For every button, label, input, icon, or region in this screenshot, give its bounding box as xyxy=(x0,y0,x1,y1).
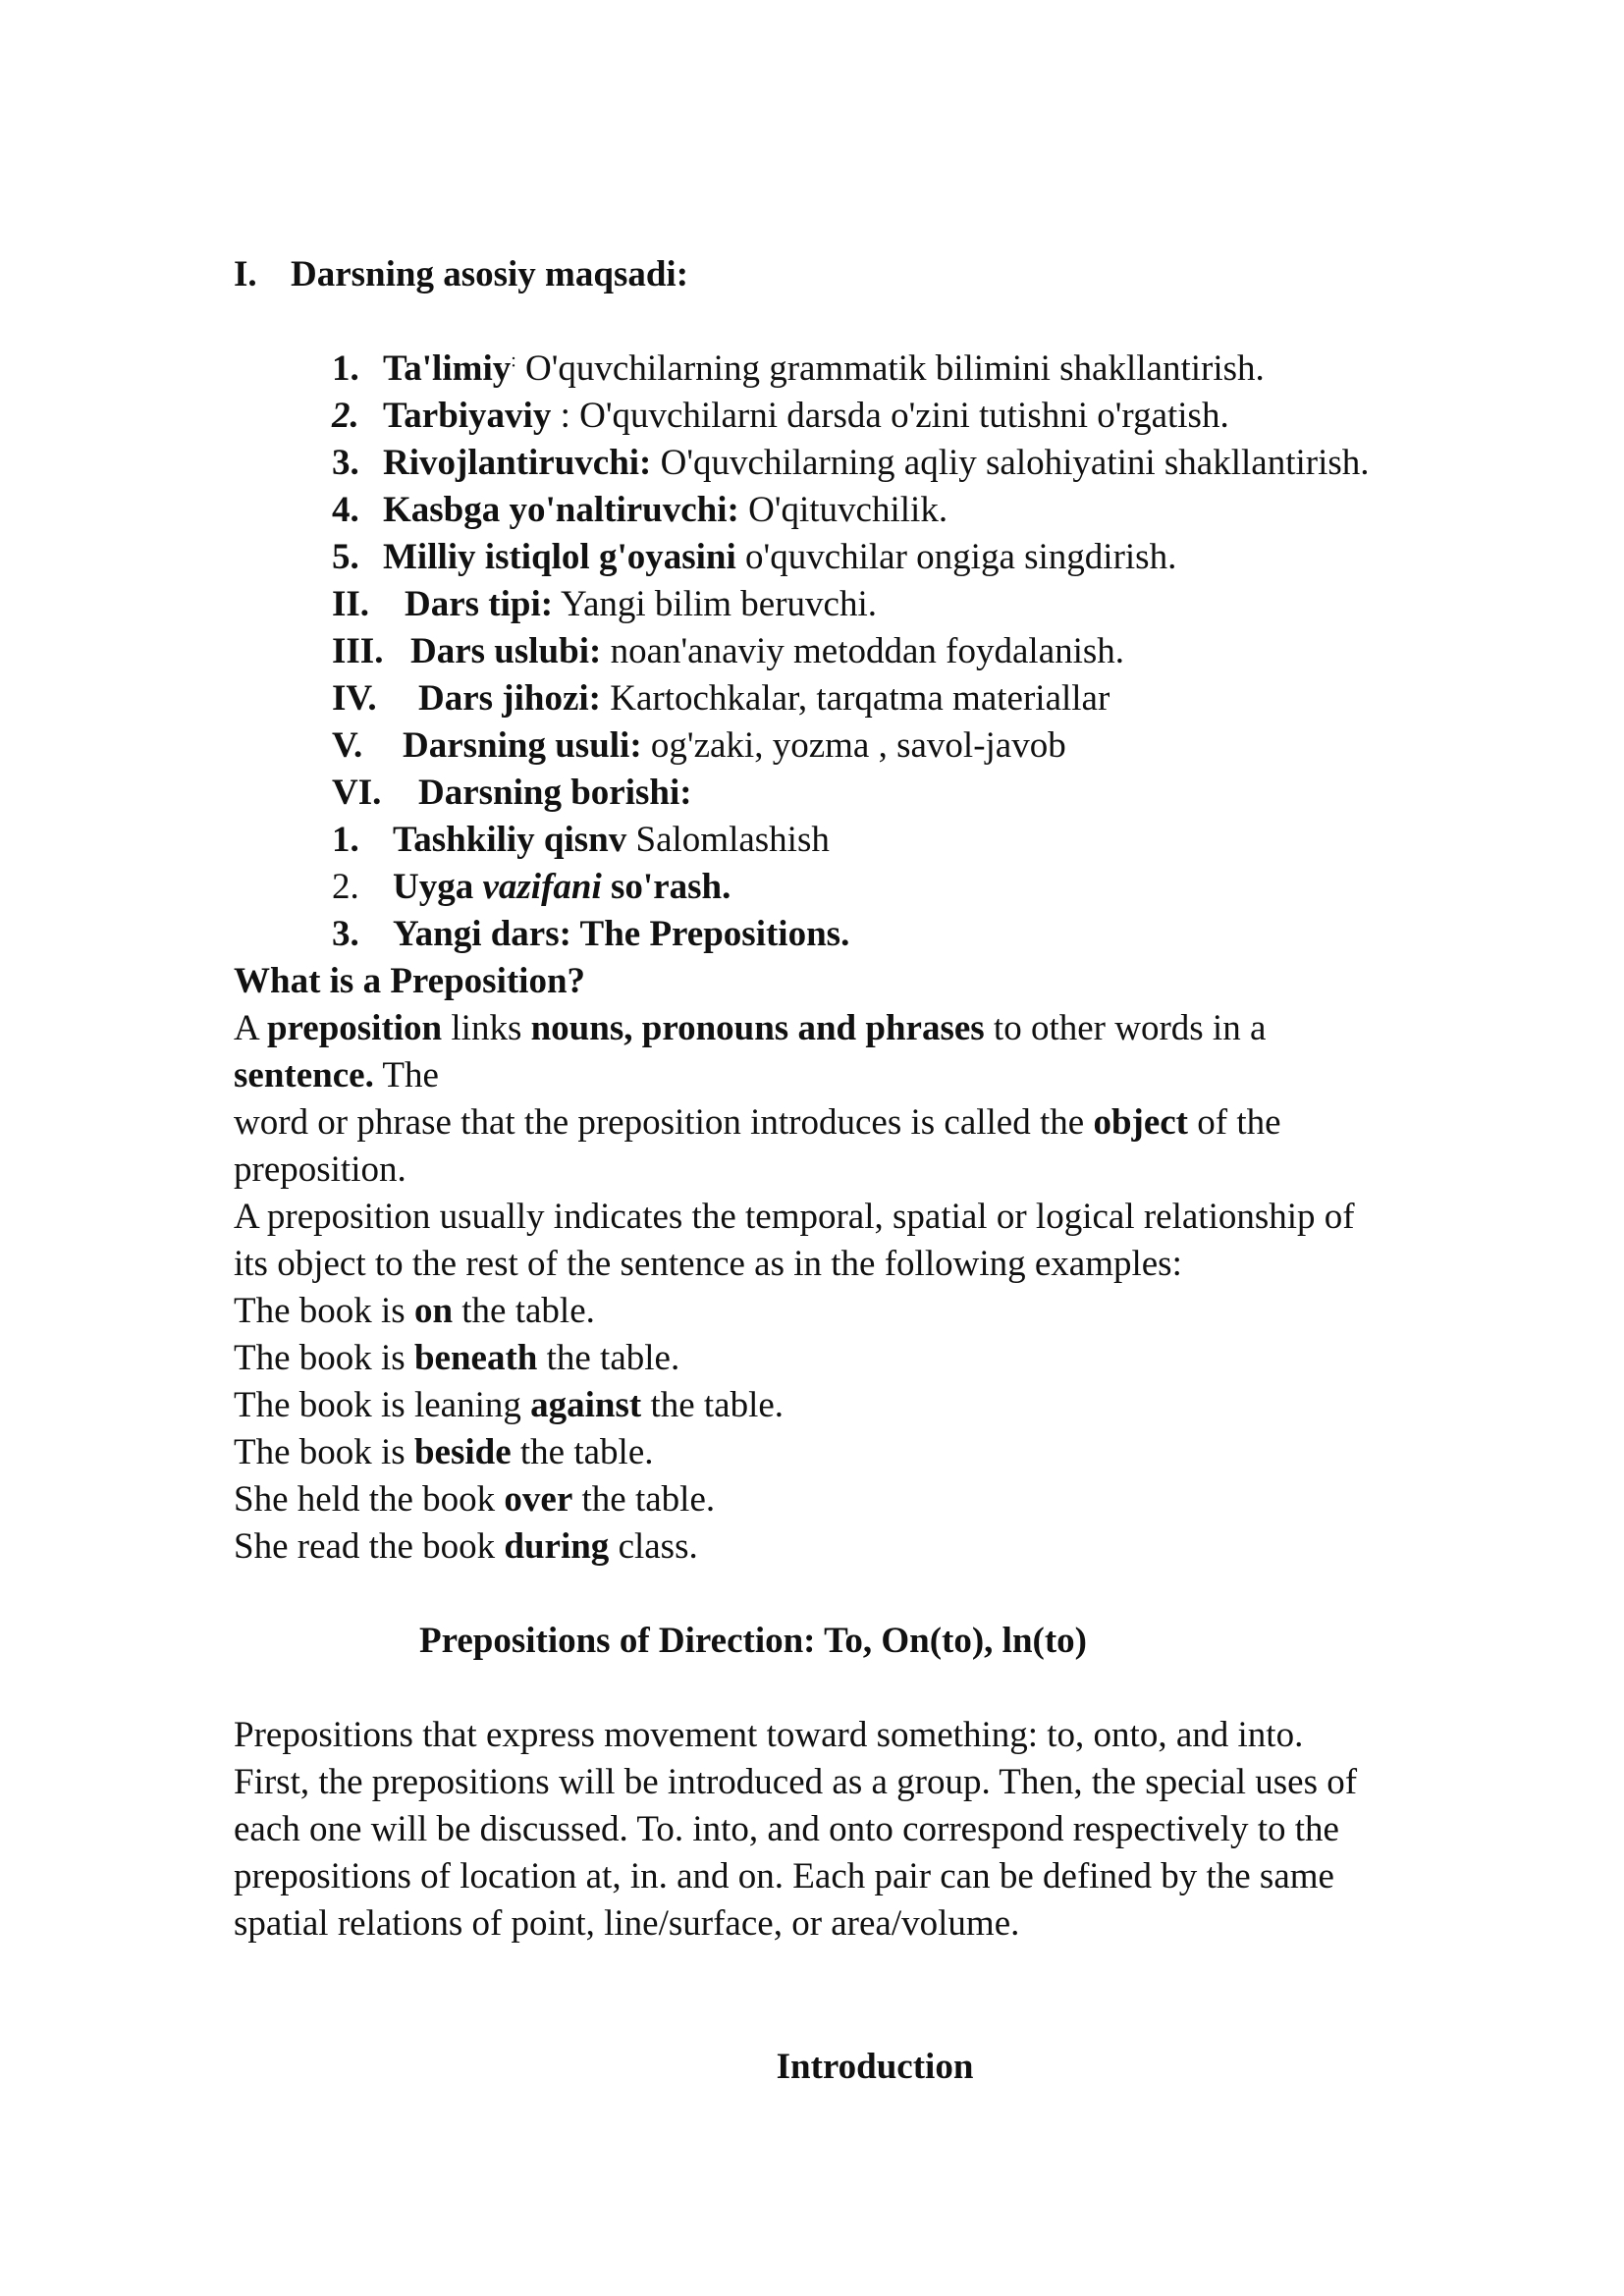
goal-item: 5. Milliy istiqlol g'oyasini o'quvchilar ongiga singdirish. xyxy=(332,537,1177,577)
direction-line: Prepositions that express movement toward something: to, onto, and into. xyxy=(234,1715,1304,1755)
step-label: Tashkiliy qisnv xyxy=(393,820,627,860)
direction-line: each one will be discussed. To. into, and onto correspond respectively to the xyxy=(234,1809,1339,1849)
section-item: VI. Darsning borishi: xyxy=(332,773,692,813)
section-text: Kartochkalar, tarqatma materiallar xyxy=(601,678,1110,719)
step-item: 2. Uyga vazifani so'rash. xyxy=(332,867,731,907)
goal-item: 4. Kasbga yo'naltiruvchi: O'qituvchilik. xyxy=(332,490,948,530)
section-item: V. Darsning usuli: og'zaki, yozma , savol-javob xyxy=(332,725,1066,766)
section-item: III. Dars uslubi: noan'anaviy metoddan foydalanish. xyxy=(332,631,1125,671)
definition-line: its object to the rest of the sentence as in the following examples: xyxy=(234,1244,1182,1284)
section-text: Yangi bilim beruvchi. xyxy=(553,584,877,624)
section-label: Dars jihozi: xyxy=(418,678,601,719)
section-label: Darsning usuli: xyxy=(403,725,642,766)
example-sentence: She held the book over the table. xyxy=(234,1479,716,1520)
example-sentence: The book is on the table. xyxy=(234,1291,595,1331)
goal-label: Kasbga yo'naltiruvchi: xyxy=(383,490,739,530)
definition-line: A preposition usually indicates the temporal, spatial or logical relationship of xyxy=(234,1197,1355,1237)
goal-label: Tarbiyaviy xyxy=(383,396,552,436)
definition-line: preposition. xyxy=(234,1149,406,1190)
goal-label: Milliy istiqlol g'oyasini xyxy=(383,537,736,577)
step-item: 1. Tashkiliy qisnv Salomlashish xyxy=(332,820,830,860)
example-sentence: The book is leaning against the table. xyxy=(234,1385,785,1425)
direction-line: prepositions of location at, in. and on. Each pair can be defined by the same xyxy=(234,1856,1334,1896)
example-sentence: The book is beneath the table. xyxy=(234,1338,680,1378)
direction-heading: Prepositions of Direction: To, On(to), ln(to) xyxy=(418,1621,1088,1661)
step-label: Yangi dars: The Prepositions. xyxy=(393,914,850,954)
definition-line: sentence. The xyxy=(234,1055,439,1095)
goal-item: 2. Tarbiyaviy : O'quvchilarni darsda o'zini tutishni o'rgatish. xyxy=(332,396,1229,436)
section-label: Darsning borishi: xyxy=(418,773,692,813)
direction-line: spatial relations of point, line/surface, or area/volume. xyxy=(234,1903,1020,1944)
goal-label: Ta'limiy xyxy=(383,348,512,389)
section-label: Dars tipi: xyxy=(405,584,554,624)
section-text: noan'anaviy metoddan foydalanish. xyxy=(601,631,1125,671)
section-label: Dars uslubi: xyxy=(410,631,602,671)
section-text: og'zaki, yozma , savol-javob xyxy=(641,725,1066,766)
what-heading: What is a Preposition? xyxy=(234,961,586,1001)
goal-label: Rivojlantiruvchi: xyxy=(383,443,652,483)
direction-line: First, the prepositions will be introduced as a group. Then, the special uses of xyxy=(234,1762,1358,1802)
goal-item: 1. Ta'limiy: O'quvchilarning grammatik bilimini shakllantirish. xyxy=(332,348,1265,389)
goal-text: O'quvchilarning grammatik bilimini shakllantirish. xyxy=(515,348,1265,389)
definition-line: A preposition links nouns, pronouns and phrases to other words in a xyxy=(234,1008,1267,1048)
section-heading xyxy=(234,251,688,299)
goal-text: O'quvchilarning aqliy salohiyatini shakllantirish. xyxy=(651,443,1370,483)
goal-text: O'qituvchilik. xyxy=(738,490,948,530)
goal-item: 3. Rivojlantiruvchi: O'quvchilarning aqliy salohiyatini shakllantirish. xyxy=(332,443,1370,483)
introduction-heading: Introduction xyxy=(776,2047,974,2087)
definition-line: word or phrase that the preposition introduces is called the object of the xyxy=(234,1102,1281,1143)
section-numeral: I. xyxy=(234,254,257,294)
section-item: IV. Dars jihozi: Kartochkalar, tarqatma materiallar xyxy=(332,678,1110,719)
example-sentence: The book is beside the table. xyxy=(234,1432,654,1472)
goal-text: O'quvchilarni darsda o'zini tutishni o'rgatish. xyxy=(579,396,1229,436)
example-sentence: She read the book during class. xyxy=(234,1526,698,1567)
goal-text: o'quvchilar ongiga singdirish. xyxy=(735,537,1177,577)
step-text: Salomlashish xyxy=(626,820,830,860)
section-title: Darsning asosiy maqsadi: xyxy=(291,254,689,294)
section-item: II. Dars tipi: Yangi bilim beruvchi. xyxy=(332,584,877,624)
step-item: 3. Yangi dars: The Prepositions. xyxy=(332,914,850,954)
